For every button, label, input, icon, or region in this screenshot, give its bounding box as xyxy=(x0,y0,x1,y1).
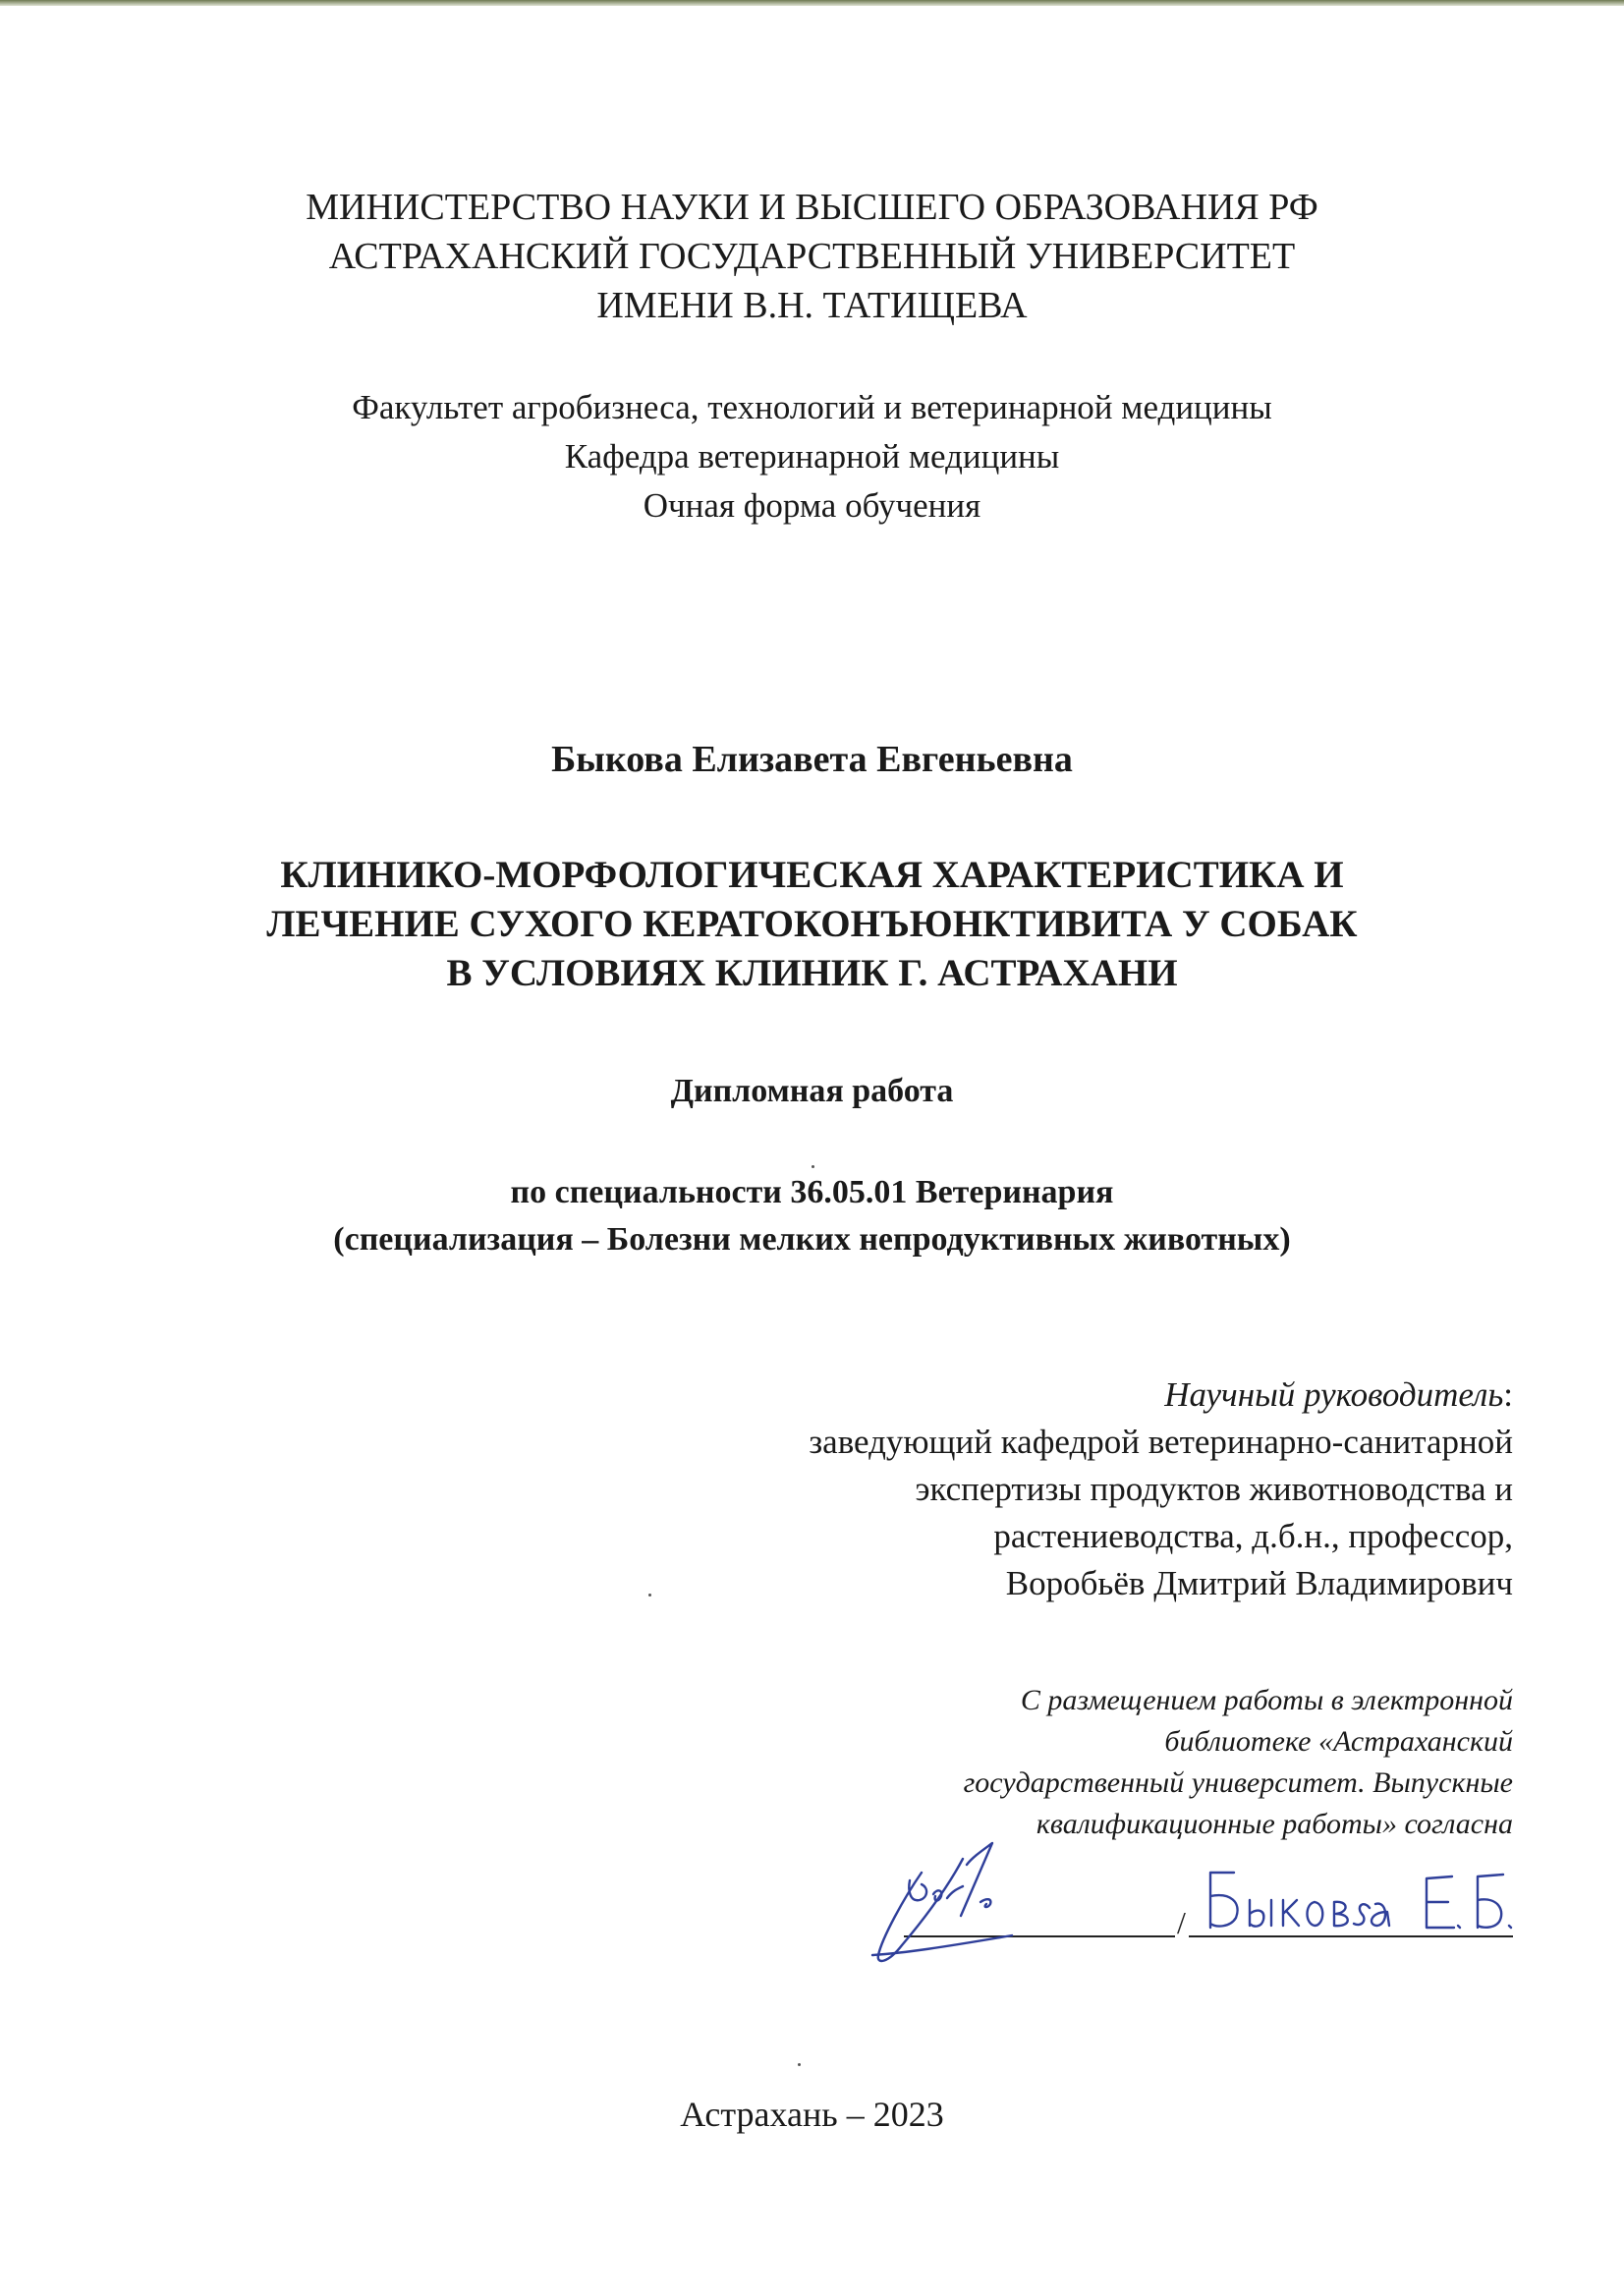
faculty-line: Факультет агробизнеса, технологий и ветеринарной медицины xyxy=(352,388,1272,426)
signature-stroke xyxy=(961,1843,992,1916)
library-consent-block xyxy=(964,1680,1513,1845)
handwriting-stroke xyxy=(1354,1904,1389,1926)
handwritten-signature xyxy=(872,1843,1012,1961)
ministry-line: МИНИСТЕРСТВО НАУКИ И ВЫСШЕГО ОБРАЗОВАНИЯ РФ xyxy=(306,187,1318,228)
supervisor-degree-line: растениеводства, д.б.н., профессор, xyxy=(993,1517,1513,1555)
university-line: АСТРАХАНСКИЙ ГОСУДАРСТВЕННЫЙ УНИВЕРСИТЕТ xyxy=(328,236,1296,277)
signature-stroke xyxy=(980,1899,990,1907)
signature-svg xyxy=(865,1829,1523,1977)
work-type xyxy=(0,1069,1624,1114)
specialty-block xyxy=(0,1169,1624,1263)
handwriting-stroke xyxy=(1210,1873,1238,1928)
author-name-text: Быкова Елизавета Евгеньевна xyxy=(551,739,1073,780)
scan-speck xyxy=(812,1165,814,1168)
supervisor-label: Научный руководитель xyxy=(1164,1375,1504,1414)
consent-line: государственный университет. Выпускные xyxy=(963,1766,1513,1799)
study-form-line: Очная форма обучения xyxy=(643,486,981,525)
handwriting-stroke xyxy=(1283,1900,1299,1926)
department-line: Кафедра ветеринарной медицины xyxy=(564,437,1060,476)
signature-stroke xyxy=(947,1886,963,1898)
supervisor-name-line: Воробьёв Дмитрий Владимирович xyxy=(1005,1564,1513,1602)
ministry-header xyxy=(0,183,1624,330)
signature-area xyxy=(865,1829,1523,1977)
thesis-title-line: КЛИНИКО-МОРФОЛОГИЧЕСКАЯ ХАРАКТЕРИСТИКА И xyxy=(280,854,1344,896)
supervisor-label-colon: : xyxy=(1503,1375,1513,1414)
supervisor-block xyxy=(809,1372,1513,1607)
thesis-title xyxy=(0,851,1624,998)
thesis-title-line: ЛЕЧЕНИЕ СУХОГО КЕРАТОКОНЪЮНКТИВИТА У СОБАК xyxy=(266,903,1358,945)
scan-speck xyxy=(798,2063,801,2066)
supervisor-heading xyxy=(809,1372,1513,1419)
city-year xyxy=(0,2091,1624,2138)
handwriting-stroke xyxy=(1478,1875,1511,1928)
signature-stroke xyxy=(909,1880,926,1900)
faculty-block xyxy=(0,383,1624,531)
scan-speck xyxy=(648,1594,651,1596)
signature-separator: / xyxy=(1177,1905,1186,1940)
consent-line: квалификационные работы» согласна xyxy=(1036,1808,1513,1840)
signature-stroke xyxy=(872,1935,1012,1955)
author-name xyxy=(0,735,1624,784)
thesis-title-line: В УСЛОВИЯХ КЛИНИК Г. АСТРАХАНИ xyxy=(446,952,1178,994)
handwriting-stroke xyxy=(1427,1876,1460,1928)
city-year-text: Астрахань – 2023 xyxy=(680,2095,944,2134)
handwriting-stroke xyxy=(1250,1900,1271,1927)
supervisor-position-line: экспертизы продуктов животноводства и xyxy=(915,1470,1513,1508)
supervisor-position-line: заведующий кафедрой ветеринарно-санитарной xyxy=(809,1423,1513,1461)
work-type-text: Дипломная работа xyxy=(670,1073,954,1109)
handwriting-stroke xyxy=(1308,1902,1323,1926)
consent-line: библиотеке «Астраханский xyxy=(1164,1725,1513,1758)
handwritten-name xyxy=(1210,1873,1511,1928)
specialization-line: (специализация – Болезни мелких непродуктивных животных) xyxy=(333,1221,1291,1258)
university-name-line: ИМЕНИ В.Н. ТАТИЩЕВА xyxy=(596,285,1028,326)
specialty-line: по специальности 36.05.01 Ветеринария xyxy=(510,1174,1114,1210)
handwriting-stroke xyxy=(1334,1902,1348,1926)
consent-line: С размещением работы в электронной xyxy=(1020,1684,1513,1716)
